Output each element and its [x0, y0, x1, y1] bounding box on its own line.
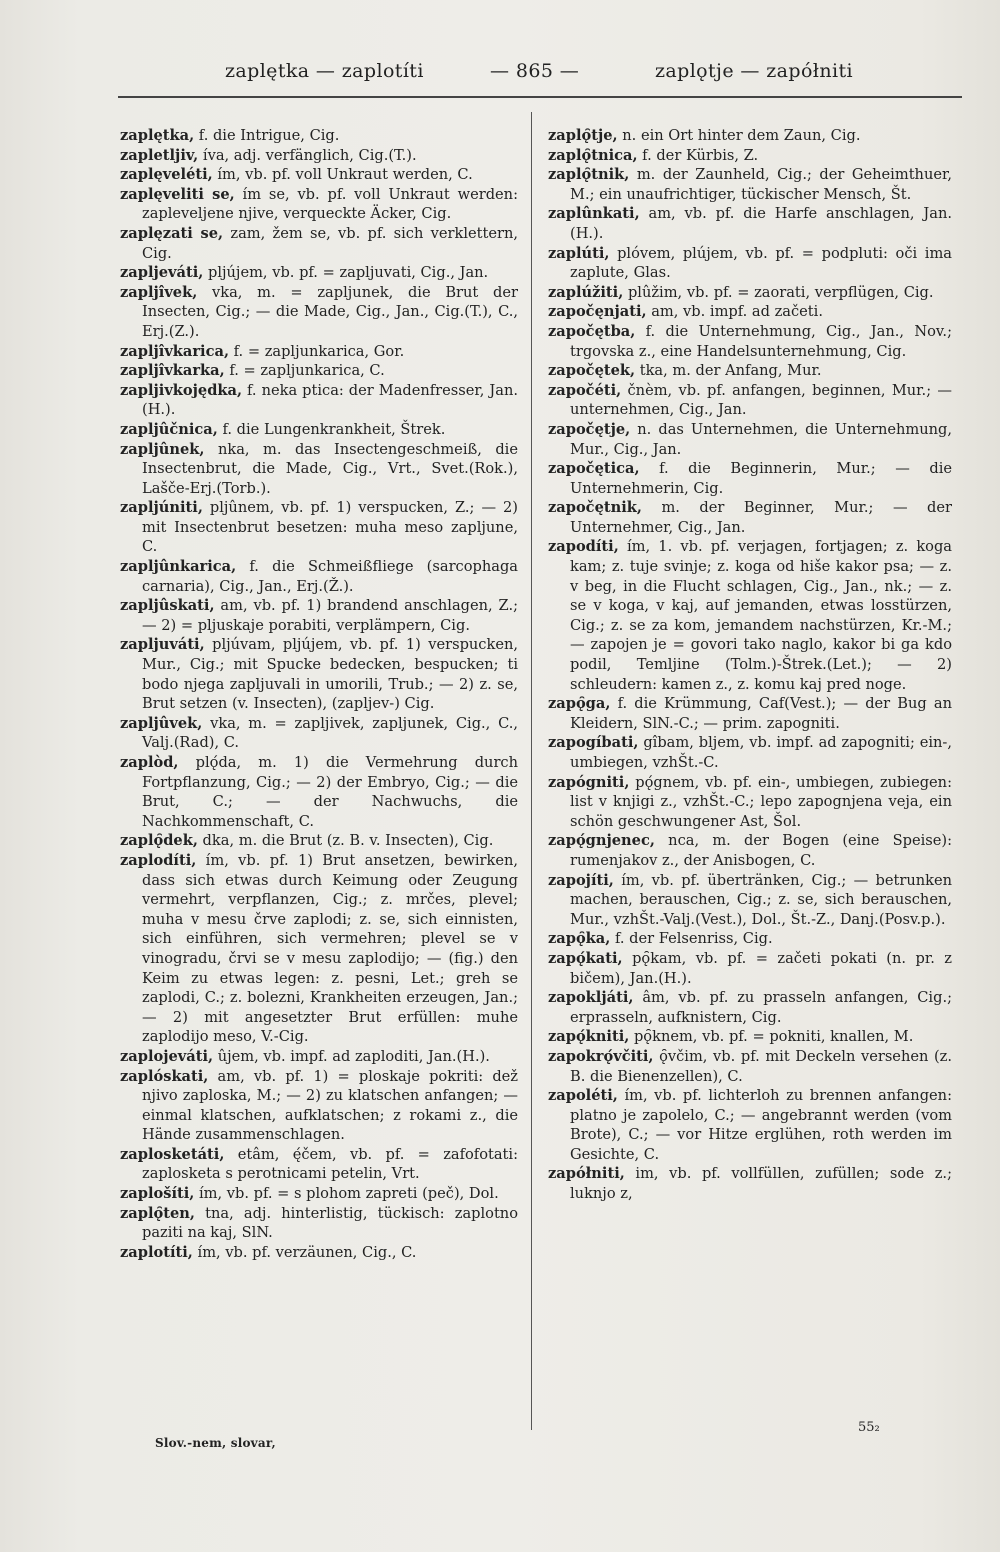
- footer-signature: Slov.-nem, slovar,: [155, 1436, 276, 1450]
- entry-headword: zaplęzati se,: [120, 224, 224, 242]
- running-head-left: zaplętka — zaplotíti: [225, 60, 424, 82]
- dictionary-entry: [120, 440, 518, 499]
- entry-headword: zaplòd,: [120, 754, 179, 771]
- dictionary-entry: [548, 773, 952, 832]
- dictionary-entry: [120, 596, 518, 635]
- entry-definition: âm, vb. pf. zu prasseln anfangen, Cig.; erprasseln, aufknistern, Cig.: [570, 989, 952, 1026]
- entry-definition: ím, vb. pf. verzäunen, Cig., C.: [192, 1243, 417, 1261]
- entry-definition: tna, adj. hinterlistig, tückisch: zaplotno paziti na kaj, SlN.: [142, 1204, 518, 1242]
- dictionary-entry: [120, 263, 518, 283]
- entry-headword: zapǫ̑ka,: [548, 930, 611, 948]
- dictionary-entry: [120, 361, 518, 381]
- entry-headword: zaplodíti,: [120, 851, 197, 869]
- entry-definition: plóvem, plújem, vb. pf. = podpluti: oči ima zaplute, Glas.: [570, 244, 952, 282]
- dictionary-entry: [548, 929, 952, 949]
- entry-headword: zapljûskati,: [120, 597, 215, 615]
- entry-headword: zapǫ̑ga,: [548, 695, 611, 713]
- entry-headword: zaplǫ̑tnik,: [548, 166, 630, 184]
- entry-definition: f. die Intrigue, Cig.: [194, 127, 340, 144]
- entry-headword: zaplǫ̑dek,: [120, 832, 198, 850]
- dictionary-entry: [548, 204, 952, 243]
- entry-headword: zaplǫ̑tnica,: [548, 146, 638, 164]
- running-head-right: zaplǫtje — zapółniti: [655, 60, 853, 82]
- left-column: [120, 126, 518, 1262]
- entry-headword: započętica,: [548, 460, 640, 478]
- entry-definition: etâm, ę́čem, vb. pf. = zafofotati: zaplosketa s perotnicami petelin, Vrt.: [142, 1145, 518, 1183]
- entry-definition: f. neka ptica: der Madenfresser, Jan.(H.).: [142, 381, 518, 419]
- entry-definition: pljúvam, pljújem, vb. pf. 1) verspucken, Mur., Cig.; mit Spucke bedecken, bespucken; ti bodo njega zapljuvali in umorili, Trub.; — 2) z. se, Brut setzen (v. Insecten), (zapljev-) Cig.: [142, 636, 518, 713]
- entry-headword: zaplęveléti,: [120, 166, 213, 184]
- dictionary-entry: [548, 283, 952, 303]
- entry-definition: n. ein Ort hinter dem Zaun, Cig.: [617, 127, 861, 144]
- entry-headword: zapółniti,: [548, 1165, 625, 1183]
- dictionary-entry: [548, 988, 952, 1027]
- entry-definition: am, vb. impf. ad začeti.: [646, 303, 823, 321]
- entry-definition: am, vb. pf. die Harfe anschlagen, Jan.(H.).: [570, 205, 952, 242]
- entry-definition: f. die Beginnerin, Mur.; — die Unternehmerin, Cig.: [570, 460, 952, 497]
- entry-definition: f. die Lungenkrankheit, Štrek.: [217, 420, 446, 438]
- entry-headword: zapokrǫ́včiti,: [548, 1047, 654, 1065]
- footer-signature-number: 55₂: [858, 1420, 880, 1435]
- dictionary-entry: [548, 1164, 952, 1203]
- dictionary-entry: [548, 381, 952, 420]
- dictionary-entry: [548, 733, 952, 772]
- dictionary-entry: [120, 1184, 518, 1204]
- entry-definition: f. die Unternehmung, Cig., Jan., Nov.; trgovska z., eine Handelsunternehmung, Cig.: [570, 322, 952, 360]
- dictionary-entry: [548, 361, 952, 381]
- entry-headword: započętek,: [548, 362, 636, 380]
- dictionary-entry: [548, 537, 952, 694]
- entry-headword: zapljûvek,: [120, 714, 203, 732]
- entry-headword: započętje,: [548, 420, 631, 438]
- entry-definition: plûžim, vb. pf. = zaorati, verpflügen, Cig.: [623, 283, 934, 301]
- entry-headword: zaplǫ̑tje,: [548, 127, 618, 144]
- entry-headword: zapǫ́kniti,: [548, 1028, 630, 1046]
- dictionary-entry: [120, 831, 518, 851]
- entry-definition: ím, 1. vb. pf. verjagen, fortjagen; z. koga kam; z. tuje svinje; z. koga od hiše kakor psa; — z. v beg, in die Flucht schlagen, Cig., Jan., nk.; — z. se v koga, v kaj, auf jemanden, etwas losstürzen, Cig.; z. se za kom, jemandem nachstürzen, Kr.-M.; — zapojen je = govori tako naglo, kakor bi ga kdo podil, Temljine (Tolm.)-Štrek.(Let.); — 2) schleudern: kamen z., z. komu kaj pred noge.: [570, 538, 952, 693]
- dictionary-entry: [548, 949, 952, 988]
- entry-headword: zaplûnkati,: [548, 205, 640, 223]
- dictionary-entry: [120, 381, 518, 420]
- entry-headword: zapljîvkarica,: [120, 342, 230, 360]
- entry-definition: ím, vb. pf. voll Unkraut werden, C.: [212, 166, 473, 184]
- entry-definition: am, vb. pf. 1) brandend anschlagen, Z.; — 2) = pljuskaje porabiti, verplämpern, Cig.: [142, 597, 518, 634]
- right-column: [548, 126, 952, 1204]
- entry-definition: f. die Krümmung, Caf(Vest.); — der Bug an Kleidern, SlN.-C.; — prim. zapogniti.: [570, 695, 952, 732]
- entry-headword: zaplęveliti se,: [120, 185, 235, 203]
- entry-headword: zapljîvkarka,: [120, 362, 225, 380]
- dictionary-entry: [120, 851, 518, 1047]
- dictionary-entry: [548, 1047, 952, 1086]
- entry-headword: zapljûnek,: [120, 440, 205, 458]
- entry-headword: zapógniti,: [548, 773, 630, 791]
- entry-definition: f. = zapljunkarica, Gor.: [229, 342, 405, 360]
- dictionary-entry: [548, 322, 952, 361]
- dictionary-entry: [120, 420, 518, 440]
- entry-headword: zapojíti,: [548, 871, 614, 889]
- entry-headword: zapljeváti,: [120, 264, 204, 282]
- entry-headword: zaplošíti,: [120, 1185, 195, 1203]
- entry-definition: ím, vb. pf. lichterloh zu brennen anfangen: platno je zapolelo, C.; — angebrannt werden (vom Brote), C.; — vor Hitze erglühen, roth werden im Gesichte, C.: [570, 1087, 952, 1163]
- entry-definition: f. der Kürbis, Z.: [637, 146, 759, 164]
- page-number: — 865 —: [490, 60, 580, 82]
- dictionary-entry: [120, 557, 518, 596]
- entry-headword: zapoléti,: [548, 1087, 618, 1105]
- dictionary-entry: [548, 146, 952, 166]
- entry-definition: pǫ̑knem, vb. pf. = pokniti, knallen, M.: [629, 1028, 914, 1046]
- dictionary-entry: [548, 831, 952, 870]
- entry-headword: započętnik,: [548, 499, 642, 517]
- dictionary-entry: [120, 1204, 518, 1243]
- entry-headword: zapogíbati,: [548, 734, 639, 752]
- entry-definition: vka, m. = zapljivek, zapljunek, Cig., C., Valj.(Rad), C.: [142, 714, 518, 752]
- entry-definition: íva, adj. verfänglich, Cig.(T.).: [198, 146, 417, 164]
- dictionary-entry: [120, 126, 518, 146]
- entry-headword: zapljîvek,: [120, 283, 198, 301]
- entry-headword: zapljuváti,: [120, 636, 205, 654]
- entry-definition: zam, žem se, vb. pf. sich verklettern, Cig.: [142, 224, 519, 262]
- dictionary-entry: [548, 244, 952, 283]
- entry-headword: zapljûčnica,: [120, 420, 218, 438]
- entry-headword: zaplotíti,: [120, 1243, 193, 1261]
- entry-headword: započęnjati,: [548, 303, 647, 321]
- dictionary-entry: [548, 1027, 952, 1047]
- dictionary-entry: [120, 1145, 518, 1184]
- entry-headword: zapokljáti,: [548, 989, 634, 1007]
- entry-headword: zaplętka,: [120, 127, 195, 144]
- entry-headword: zapljúniti,: [120, 499, 203, 517]
- entry-definition: nka, m. das Insectengeschmeiß, die Insectenbrut, die Made, Cig., Vrt., Svet.(Rok.), Lašče-Erj.(Torb.).: [142, 440, 518, 497]
- entry-definition: f. die Schmeißfliege (sarcophaga carnaria), Cig., Jan., Erj.(Ž.).: [142, 558, 518, 595]
- dictionary-entry: [120, 165, 518, 185]
- entry-headword: zaplǫ̑ten,: [120, 1204, 195, 1222]
- entry-definition: ûjem, vb. impf. ad zaploditi, Jan.(H.).: [213, 1047, 490, 1065]
- dictionary-entry: [120, 1243, 518, 1263]
- entry-headword: zapletljiv,: [120, 146, 199, 164]
- entry-headword: zapljivkojędka,: [120, 381, 243, 399]
- entry-definition: gîbam, bljem, vb. impf. ad zapogniti; ein-, umbiegen, vzhŠt.-C.: [570, 734, 952, 771]
- dictionary-entry: [120, 753, 518, 831]
- entry-definition: ím se, vb. pf. voll Unkraut werden: zapleveljene njive, verqueckte Äcker, Cig.: [142, 185, 519, 223]
- dictionary-entry: [548, 302, 952, 322]
- entry-definition: ím, vb. pf. 1) Brut ansetzen, bewirken, dass sich etwas durch Keimung oder Zeugung vermehrt, verpflanzen, Cig.; z. mrčes, plevel; muha v mesu črve zaplodi; z. se, sich einnisten, sich einführen, sich vermehren; plevel se v vinogradu, črvi se v mesu zaplodijo; — (fig.) den Keim zu etwas legen: z. pesni, Let.; greh se zaplodi, C.; z. bolezni, Krankheiten erzeugen, Jan.; — 2) mit angesetzter Brut erfüllen: muhe zaplodijo meso, V.-Cig.: [142, 851, 518, 1046]
- dictionary-entry: [120, 498, 518, 557]
- entry-headword: zaplúti,: [548, 244, 610, 262]
- entry-headword: započętba,: [548, 322, 636, 340]
- dictionary-entry: [120, 714, 518, 753]
- dictionary-entry: [548, 694, 952, 733]
- entry-definition: am, vb. pf. 1) = ploskaje pokriti: dež njivo zaploska, M.; — 2) zu klatschen anfangen; — einmal klatschen, aufklatschen; z rokami z., die Hände zusammenschlagen.: [142, 1067, 518, 1144]
- dictionary-entry: [120, 1047, 518, 1067]
- entry-definition: m. der Zaunheld, Cig.; der Geheimthuer, M.; ein unaufrichtiger, tückischer Mensch, Št.: [570, 166, 952, 203]
- entry-definition: vka, m. = zapljunek, die Brut der Insecten, Cig.; — die Made, Cig., Jan., Cig.(T.), C., Erj.(Z.).: [142, 283, 518, 340]
- entry-definition: im, vb. pf. vollfüllen, zufüllen; sode z.; luknjo z,: [570, 1165, 952, 1203]
- entry-headword: zaplosketáti,: [120, 1145, 225, 1163]
- entry-headword: zaplóskati,: [120, 1067, 209, 1085]
- entry-headword: započéti,: [548, 381, 622, 399]
- entry-definition: pljûnem, vb. pf. 1) verspucken, Z.; — 2) mit Insectenbrut besetzen: muha meso zapljune, C.: [142, 499, 518, 556]
- entry-definition: ím, vb. pf. übertränken, Cig.; — betrunken machen, berauschen, Cig.; z. se, sich berauschen, Mur., vzhŠt.-Valj.(Vest.), Dol., Št.-Z., Danj.(Posv.p.).: [570, 871, 952, 928]
- dictionary-entry: [548, 871, 952, 930]
- entry-headword: zapljûnkarica,: [120, 558, 237, 576]
- column-divider: [531, 112, 532, 1430]
- entry-definition: n. das Unternehmen, die Unternehmung, Mur., Cig., Jan.: [570, 420, 952, 458]
- dictionary-entry: [120, 185, 518, 224]
- entry-definition: pǫ́gnem, vb. pf. ein-, umbiegen, zubiegen: list v knjigi z., vzhŠt.-C.; lepo zapognjena veja, ein schön geschwungener Ast, Šol.: [570, 773, 952, 830]
- entry-definition: plǫ́da, m. 1) die Vermehrung durch Fortpflanzung, Cig.; — 2) der Embryo, Cig.; — die Brut, C.; — der Nachwuchs, die Nachkommenschaft, C.: [142, 754, 518, 830]
- dictionary-entry: [548, 165, 952, 204]
- entry-headword: zapǫ́gnjenec,: [548, 832, 655, 850]
- entry-definition: dka, m. die Brut (z. B. v. Insecten), Cig.: [197, 832, 494, 850]
- dictionary-entry: [548, 420, 952, 459]
- dictionary-entry: [120, 146, 518, 166]
- dictionary-entry: [120, 224, 518, 263]
- entry-definition: ǫ̑včim, vb. pf. mit Deckeln versehen (z. B. die Bienenzellen), C.: [570, 1047, 952, 1085]
- entry-headword: zaplúžiti,: [548, 283, 624, 301]
- entry-definition: nca, m. der Bogen (eine Speise): rumenjakov z., der Anisbogen, C.: [570, 832, 952, 869]
- dictionary-entry: [548, 498, 952, 537]
- entry-definition: ím, vb. pf. = s plohom zapreti (peč), Dol.: [194, 1185, 499, 1203]
- dictionary-entry: [120, 342, 518, 362]
- entry-headword: zaplojeváti,: [120, 1047, 214, 1065]
- entry-definition: pljújem, vb. pf. = zapljuvati, Cig., Jan.: [203, 264, 489, 282]
- entry-headword: zapǫ́kati,: [548, 949, 623, 967]
- dictionary-entry: [120, 1067, 518, 1145]
- dictionary-entry: [120, 635, 518, 713]
- dictionary-entry: [548, 126, 952, 146]
- dictionary-entry: [548, 1086, 952, 1164]
- entry-definition: pǫ̑kam, vb. pf. = začeti pokati (n. pr. z bičem), Jan.(H.).: [570, 949, 952, 987]
- entry-headword: zapodíti,: [548, 538, 619, 556]
- dictionary-entry: [120, 283, 518, 342]
- entry-definition: čnèm, vb. pf. anfangen, beginnen, Mur.; — unternehmen, Cig., Jan.: [570, 381, 952, 419]
- entry-definition: tka, m. der Anfang, Mur.: [635, 362, 822, 380]
- entry-definition: f. = zapljunkarica, C.: [224, 362, 385, 380]
- entry-definition: f. der Felsenriss, Cig.: [610, 930, 773, 948]
- entry-definition: m. der Beginner, Mur.; — der Unternehmer, Cig., Jan.: [570, 499, 952, 536]
- dictionary-entry: [548, 459, 952, 498]
- header-rule: [118, 96, 962, 98]
